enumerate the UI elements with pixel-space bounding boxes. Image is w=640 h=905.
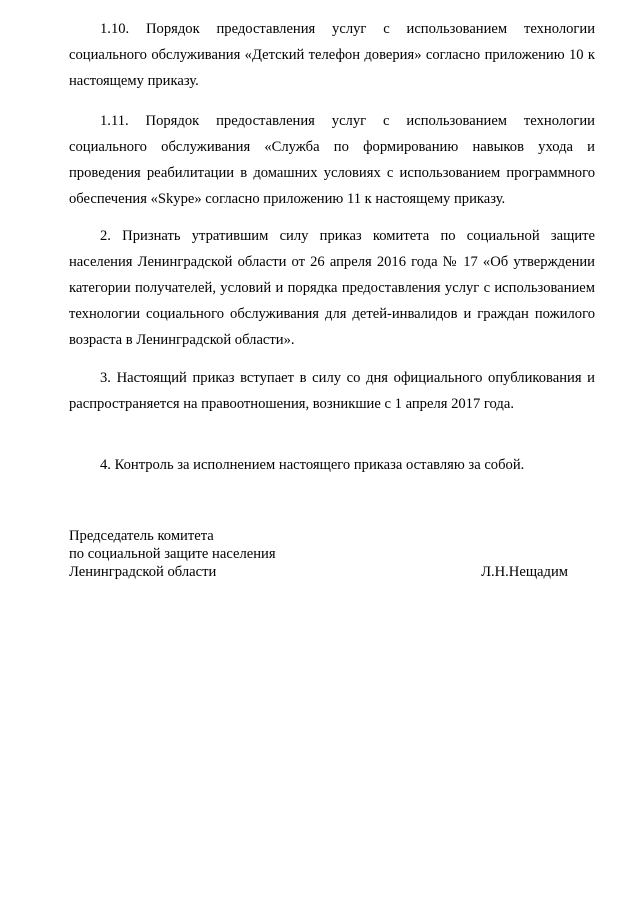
signature-name: Л.Н.Нещадим bbox=[481, 564, 568, 580]
paragraph-2: 2. Признать утратившим силу приказ комитета по социальной защите населения Ленинградской области от 26 апреля 2016 года № 17 «Об утверждении категории получателей, условий и порядка предоставления услуг с использованием технологии социального обслуживания для детей-инвалидов и граждан пожилого возраста в Ленинградской области». bbox=[69, 228, 595, 348]
paragraph-4: 4. Контроль за исполнением настоящего приказа оставляю за собой. bbox=[100, 457, 525, 473]
signature-position-line-3: Ленинградской области bbox=[69, 564, 217, 580]
signature-position-line-1: Председатель комитета bbox=[69, 528, 214, 544]
signature-position-line-2: по социальной защите населения bbox=[69, 546, 276, 562]
paragraph-1-10: 1.10. Порядок предоставления услуг с использованием технологии социального обслуживания «Детский телефон доверия» согласно приложению 10 к настоящему приказу. bbox=[69, 21, 595, 89]
signature-block bbox=[69, 527, 569, 581]
paragraph-3: 3. Настоящий приказ вступает в силу со дня официального опубликования и распространяется на правоотношения, возникшие с 1 апреля 2017 года. bbox=[69, 370, 595, 412]
paragraph-1-11: 1.11. Порядок предоставления услуг с использованием технологии социального обслуживания «Служба по формированию навыков ухода и проведения реабилитации в домашних условиях с использованием программного обеспечения «Skype» согласно приложению 11 к настоящему приказу. bbox=[69, 113, 595, 207]
